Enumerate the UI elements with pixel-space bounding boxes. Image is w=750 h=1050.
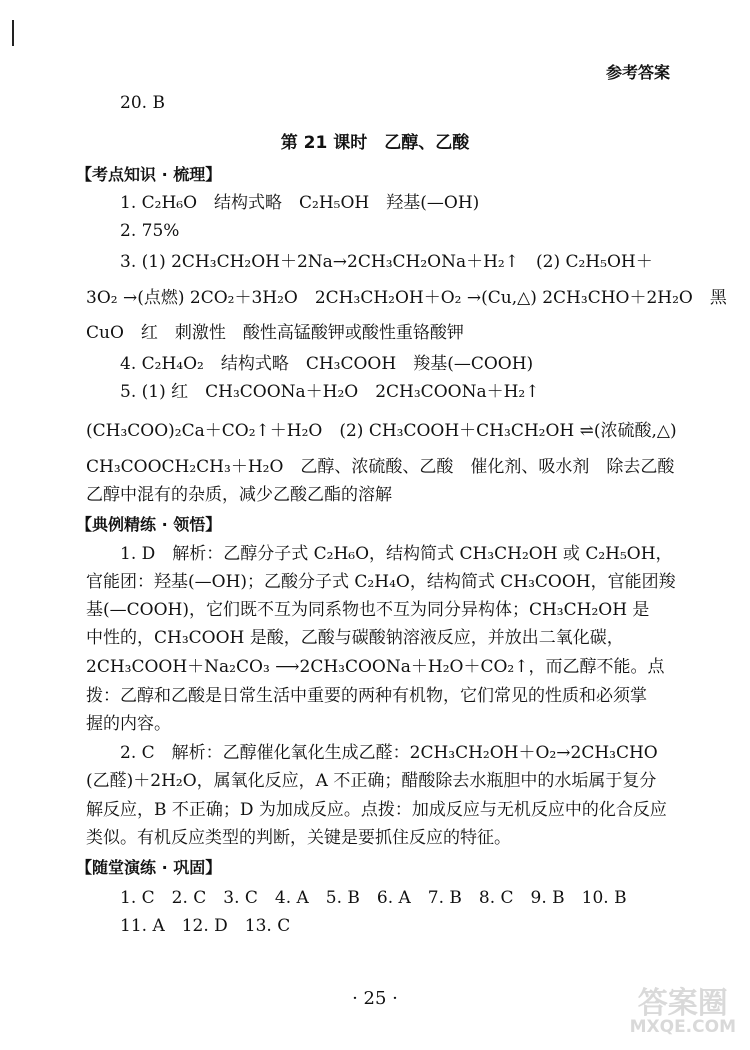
watermark-url: MXQE.COM: [629, 1017, 736, 1037]
section-heading-knowledge: 【考点知识 · 梳理】: [76, 165, 222, 184]
page-number: · 25 ·: [352, 988, 398, 1009]
text-line: CuO 红 刺激性 酸性高锰酸钾或酸性重铬酸钾: [86, 323, 464, 343]
text-line: 3O₂ →(点燃) 2CO₂＋3H₂O 2CH₃CH₂OH＋O₂ →(Cu,△) 2CH₃CHO＋2H₂O 黑: [86, 288, 727, 308]
text-line: 4. C₂H₄O₂ 结构式略 CH₃COOH 羧基(—COOH): [120, 354, 534, 374]
text-line: (乙醛)＋2H₂O，属氧化反应，A 不正确；醋酸除去水瓶胆中的水垢属于复分: [86, 771, 657, 791]
section-heading-examples: 【典例精练 · 领悟】: [76, 515, 222, 534]
text-line: 1. C₂H₆O 结构式略 C₂H₅OH 羟基(—OH): [120, 193, 480, 213]
text-line: 握的内容。: [86, 714, 171, 734]
text-line: 中性的，CH₃COOH 是酸，乙酸与碳酸钠溶液反应，并放出二氧化碳，: [86, 628, 624, 648]
answers-line: 11. A 12. D 13. C: [120, 916, 291, 936]
text-line: 乙醇中混有的杂质，减少乙酸乙酯的溶解: [86, 485, 392, 505]
text-line: 解反应，B 不正确；D 为加成反应。点拨：加成反应与无机反应中的化合反应: [86, 800, 667, 820]
watermark-text: 答案圈: [637, 986, 728, 1021]
text-line: 1. D 解析：乙醇分子式 C₂H₆O，结构简式 CH₃CH₂OH 或 C₂H₅OH，: [120, 544, 673, 564]
lesson-title: 第 21 课时 乙醇、乙酸: [280, 133, 470, 153]
text-line: 基(—COOH)，它们既不互为同系物也不互为同分异构体；CH₃CH₂OH 是: [86, 600, 650, 620]
text-line: (CH₃COO)₂Ca＋CO₂↑＋H₂O (2) CH₃COOH＋CH₃CH₂OH ⇌(浓硫酸,△): [86, 421, 677, 441]
section-heading-practice: 【随堂演练 · 巩固】: [76, 858, 222, 877]
text-line: 2CH₃COOH＋Na₂CO₃ ⟶2CH₃COONa＋H₂O＋CO₂↑，而乙醇不能。点: [86, 657, 665, 677]
answers-line: 1. C 2. C 3. C 4. A 5. B 6. A 7. B 8. C 9. B 10. B: [120, 888, 627, 908]
watermark-logo: [629, 986, 736, 1037]
text-line: 2. C 解析：乙醇催化氧化生成乙醛：2CH₃CH₂OH＋O₂→2CH₃CHO: [120, 743, 658, 763]
top-answer: 20. B: [120, 93, 165, 113]
text-line: 2. 75%: [120, 221, 180, 241]
text-line: 拨：乙醇和乙酸是日常生活中重要的两种有机物，它们常见的性质和必须掌: [86, 686, 647, 706]
text-line: 3. (1) 2CH₃CH₂OH＋2Na→2CH₃CH₂ONa＋H₂↑ (2) C₂H₅OH＋: [120, 252, 653, 272]
text-line: 官能团：羟基(—OH)；乙酸分子式 C₂H₄O，结构简式 CH₃COOH，官能团羧: [86, 572, 676, 592]
page-header: 参考答案: [605, 63, 670, 82]
text-line: CH₃COOCH₂CH₃＋H₂O 乙醇、浓硫酸、乙酸 催化剂、吸水剂 除去乙酸: [86, 457, 675, 477]
margin-mark: [12, 20, 14, 46]
text-line: 类似。有机反应类型的判断，关键是要抓住反应的特征。: [86, 828, 511, 848]
text-line: 5. (1) 红 CH₃COONa＋H₂O 2CH₃COONa＋H₂↑: [120, 382, 540, 402]
